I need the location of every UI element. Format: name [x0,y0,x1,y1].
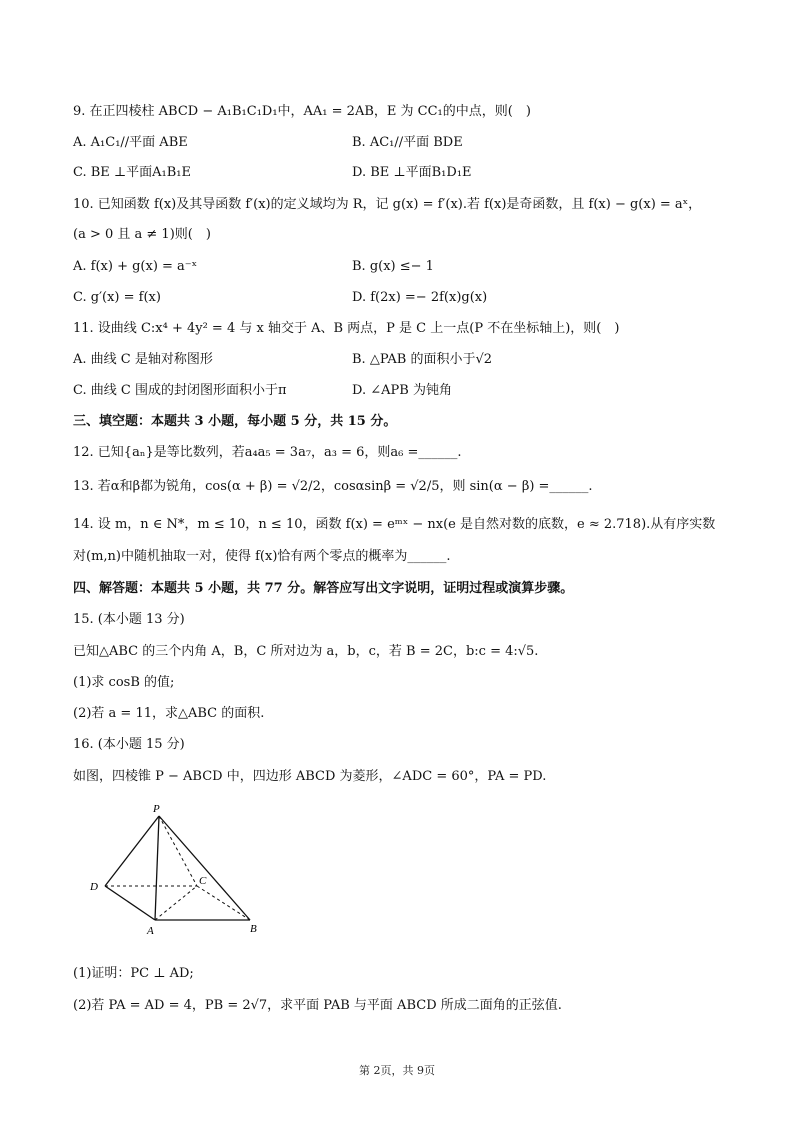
q9-stem: 9. 在正四棱柱 ABCD − A₁B₁C₁D₁中，AA₁ = 2AB，E 为 CC₁的中点，则( ) [73,104,531,119]
label-b: B [250,923,257,935]
q10-option-b: B. g(x) ≤− 1 [352,259,434,274]
q10-stem-line2: (a > 0 且 a ≠ 1)则( ) [73,227,211,242]
page-footer: 第 2页，共 9页 [359,1064,435,1077]
q15-part1: (1)求 cosB 的值; [73,675,175,690]
edge-ac-hidden [155,886,197,920]
section-answer-heading: 四、解答题：本题共 5 小题，共 77 分。解答应写出文字说明，证明过程或演算步骤。 [73,581,574,596]
q16-part2: (2)若 PA = AD = 4，PB = 2√7，求平面 PAB 与平面 ABCD 所成二面角的正弦值. [73,998,562,1013]
q14-line1: 14. 设 m，n ∈ N*，m ≤ 10，n ≤ 10，函数 f(x) = eᵐˣ − nx(e 是自然对数的底数，e ≈ 2.718).从有序实数 [73,517,716,532]
q12-text: 12. 已知{aₙ}是等比数列，若a₄a₅ = 3a₇，a₃ = 6，则a₆ =______. [73,445,462,460]
q15-stem: 已知△ABC 的三个内角 A，B，C 所对边为 a，b，c，若 B = 2C，b:c = 4:√5. [73,644,539,659]
q13-text: 13. 若α和β都为锐角，cos(α + β) = √2/2，cosαsinβ = √2/5，则 sin(α − β) =______. [73,479,593,494]
q9-option-d: D. BE ⊥平面B₁D₁E [352,165,472,180]
q9-option-b: B. AC₁//平面 BDE [352,135,463,150]
q9-option-a: A. A₁C₁//平面 ABE [73,135,188,150]
q10-option-d: D. f(2x) =− 2f(x)g(x) [352,290,488,305]
q14-line2: 对(m,n)中随机抽取一对，使得 f(x)恰有两个零点的概率为______. [73,549,451,564]
q16-title: 16. (本小题 15 分) [73,737,185,752]
edge-pa [155,816,159,920]
q15-title: 15. (本小题 13 分) [73,612,185,627]
label-c: C [199,875,207,887]
label-d: D [90,881,98,893]
q11-option-d: D. ∠APB 为钝角 [352,383,452,398]
edge-da [105,886,155,920]
section-fill-in-heading: 三、填空题：本题共 3 小题，每小题 5 分，共 15 分。 [73,414,397,429]
edge-pc-hidden [159,816,197,886]
q11-stem: 11. 设曲线 C:x⁴ + 4y² = 4 与 x 轴交于 A、B 两点，P 是 C 上一点(P 不在坐标轴上)，则( ) [73,321,620,336]
edge-pb [159,816,250,920]
q16-part1: (1)证明：PC ⊥ AD; [73,966,194,981]
q10-option-a: A. f(x) + g(x) = a⁻ˣ [73,259,198,274]
q16-stem: 如图，四棱锥 P − ABCD 中，四边形 ABCD 为菱形，∠ADC = 60°，PA = PD. [73,769,547,784]
label-p: P [153,803,160,815]
label-a: A [147,925,154,937]
edge-cb-hidden [197,886,250,920]
q10-stem-line1: 10. 已知函数 f(x)及其导函数 f′(x)的定义域均为 R，记 g(x) = f′(x).若 f(x)是奇函数，且 f(x) − g(x) = aˣ， [73,197,702,212]
q10-option-c: C. g′(x) = f(x) [73,290,161,305]
q11-option-b: B. △PAB 的面积小于√2 [352,352,492,367]
edge-pd [105,816,159,886]
q11-option-c: C. 曲线 C 围成的封闭图形面积小于π [73,383,287,398]
q9-option-c: C. BE ⊥平面A₁B₁E [73,165,192,180]
pyramid-figure [85,800,275,940]
q11-option-a: A. 曲线 C 是轴对称图形 [73,352,213,367]
q15-part2: (2)若 a = 11，求△ABC 的面积. [73,706,265,721]
